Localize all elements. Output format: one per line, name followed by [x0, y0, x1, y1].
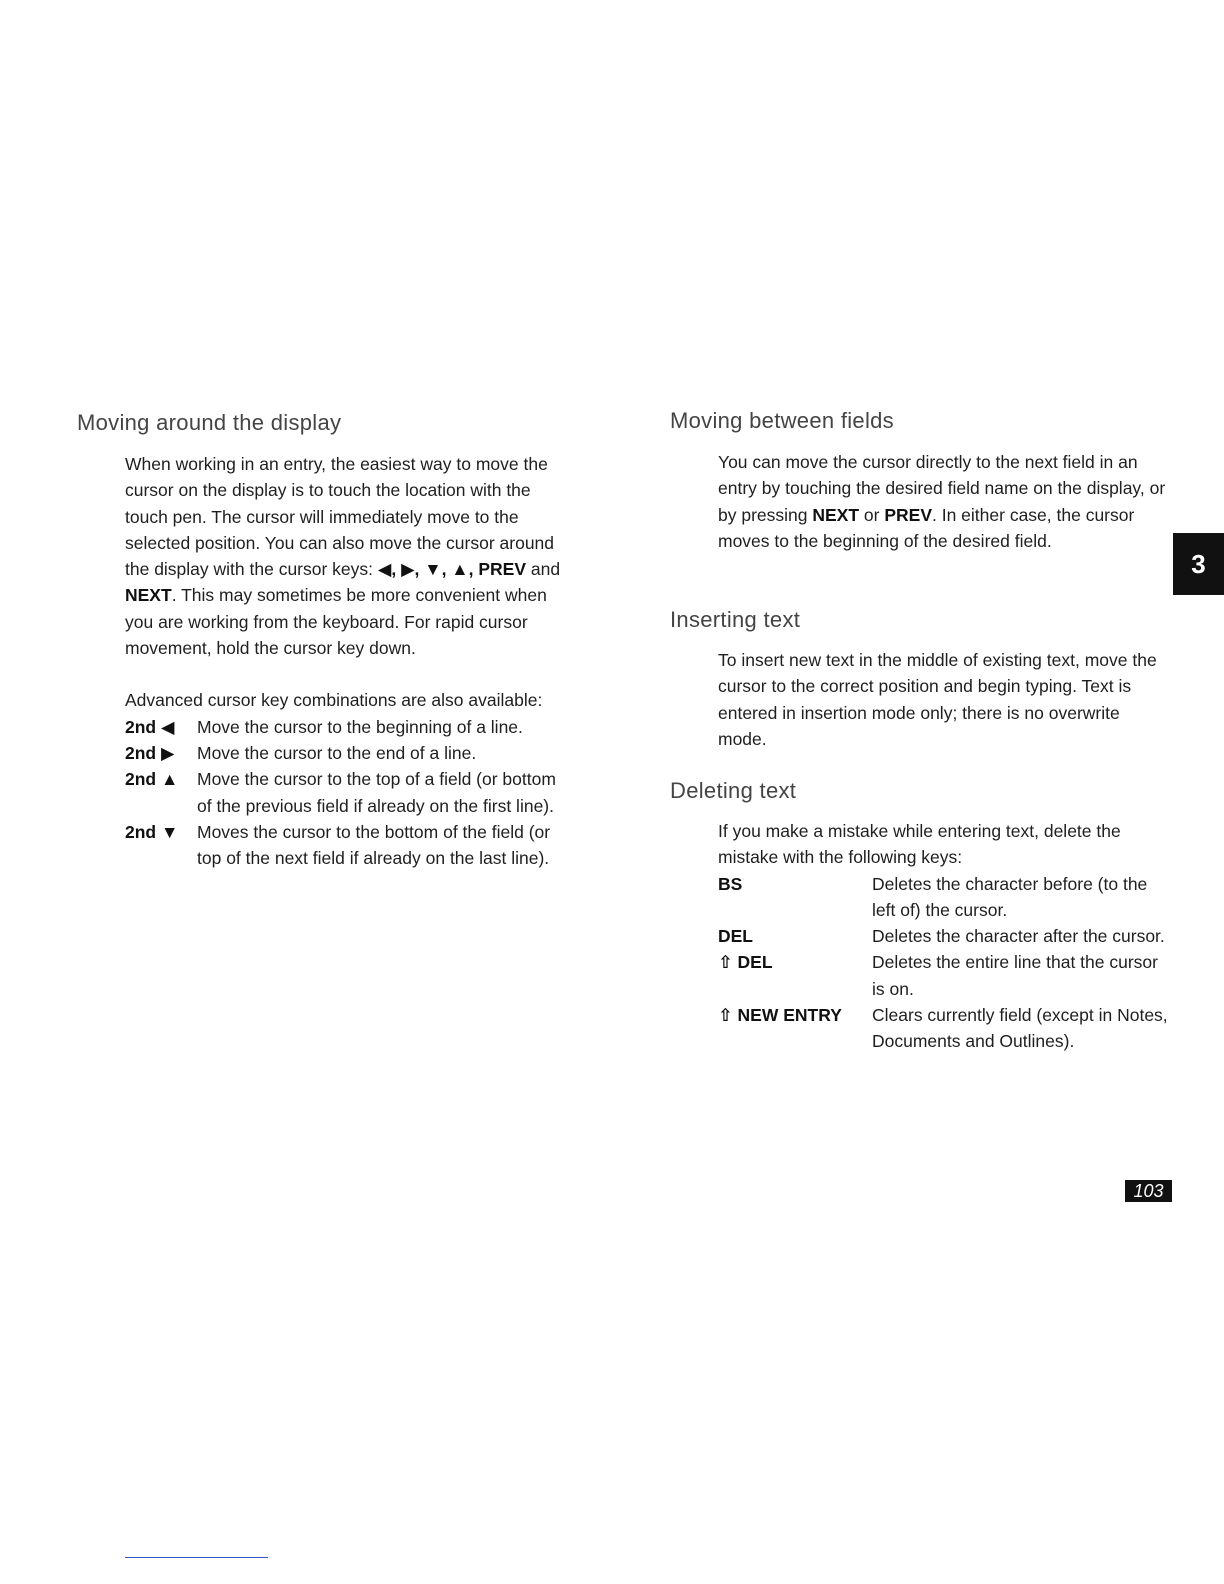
key-name-run: NEXT [125, 585, 172, 606]
combo-key: 2nd ▶ [125, 742, 175, 763]
combo-description: Move the cursor to the end of a line. [197, 742, 477, 763]
delete-key-row [718, 949, 1168, 1002]
combo-row [125, 766, 565, 819]
combo-row [125, 819, 565, 872]
delete-key: ⇧ NEW ENTRY [718, 1005, 842, 1026]
advanced-intro: Advanced cursor key combinations are also available: [125, 690, 543, 711]
inserting-paragraph: To insert new text in the middle of existing text, move the cursor to the correct position and begin typing. Text is entered in insertion mode only; there is no overwrite mode. [718, 650, 1157, 749]
combo-row [125, 740, 565, 766]
combo-description: Move the cursor to the top of a field (or bottom of the previous field if already on the first line). [197, 769, 556, 816]
delete-key-description: Clears currently field (except in Notes, Documents and Outlines). [872, 1005, 1168, 1052]
delete-key: ⇧ DEL [718, 952, 773, 973]
moving-fields-text-a: You can move the cursor directly to the next field in an entry by touching the desired field name on the display, or by pressing [718, 452, 1166, 525]
inserting-body [718, 647, 1168, 752]
combo-list [125, 714, 565, 872]
combo-key: 2nd ▲ [125, 769, 179, 790]
combo-description: Move the cursor to the beginning of a line. [197, 716, 523, 737]
heading-moving-between-fields: Moving between fields [670, 408, 894, 433]
moving-fields-text-b: . In either case, the cursor moves to the beginning of the desired field. [718, 504, 1135, 551]
combo-key: 2nd ▼ [125, 821, 179, 842]
delete-key-description: Deletes the entire line that the cursor is on. [872, 952, 1158, 999]
next-key-label: NEXT [812, 504, 860, 525]
delete-key: BS [718, 873, 743, 894]
key-name-run: ◀, ▶, ▼, ▲, PREV [377, 559, 526, 580]
text-run: When working in an entry, the easiest way to move the cursor on the display is to touch the location with the touch pen. The cursor will immediately move to the selected position. You can also move the cursor around the display with the cursor keys: [125, 454, 555, 580]
delete-key-description: Deletes the character before (to the left of) the cursor. [872, 873, 1148, 920]
combo-row [125, 714, 565, 740]
combo-key: 2nd ◀ [125, 716, 175, 737]
heading-inserting-text: Inserting text [670, 607, 801, 632]
footer-rule [125, 1557, 268, 1558]
moving-display-body [125, 451, 565, 871]
delete-key-description: Deletes the character after the cursor. [872, 926, 1165, 947]
or-text: or [859, 504, 885, 525]
delete-key-row [718, 871, 1168, 924]
moving-fields-body [718, 449, 1168, 554]
deleting-body [718, 818, 1168, 1055]
text-run: and [526, 559, 561, 580]
moving-display-paragraph [125, 451, 565, 661]
delete-key-row [718, 923, 1168, 949]
heading-deleting-text: Deleting text [670, 778, 797, 803]
combo-description: Moves the cursor to the bottom of the field (or top of the next field if already on the last line). [197, 821, 551, 869]
delete-key-row [718, 1002, 1168, 1055]
text-run: . This may sometimes be more convenient when you are working from the keyboard. For rapid cursor movement, hold the cursor key down. [125, 585, 547, 659]
delete-key-list [718, 871, 1168, 1055]
deleting-paragraph: If you make a mistake while entering text, delete the mistake with the following keys: [718, 821, 1121, 868]
heading-moving-around-display: Moving around the display [77, 410, 342, 435]
page-number: 103 [1125, 1180, 1172, 1202]
prev-key-label: PREV [884, 504, 932, 525]
moving-fields-paragraph [718, 449, 1168, 554]
delete-key: DEL [718, 926, 753, 947]
chapter-tab: 3 [1173, 533, 1224, 595]
